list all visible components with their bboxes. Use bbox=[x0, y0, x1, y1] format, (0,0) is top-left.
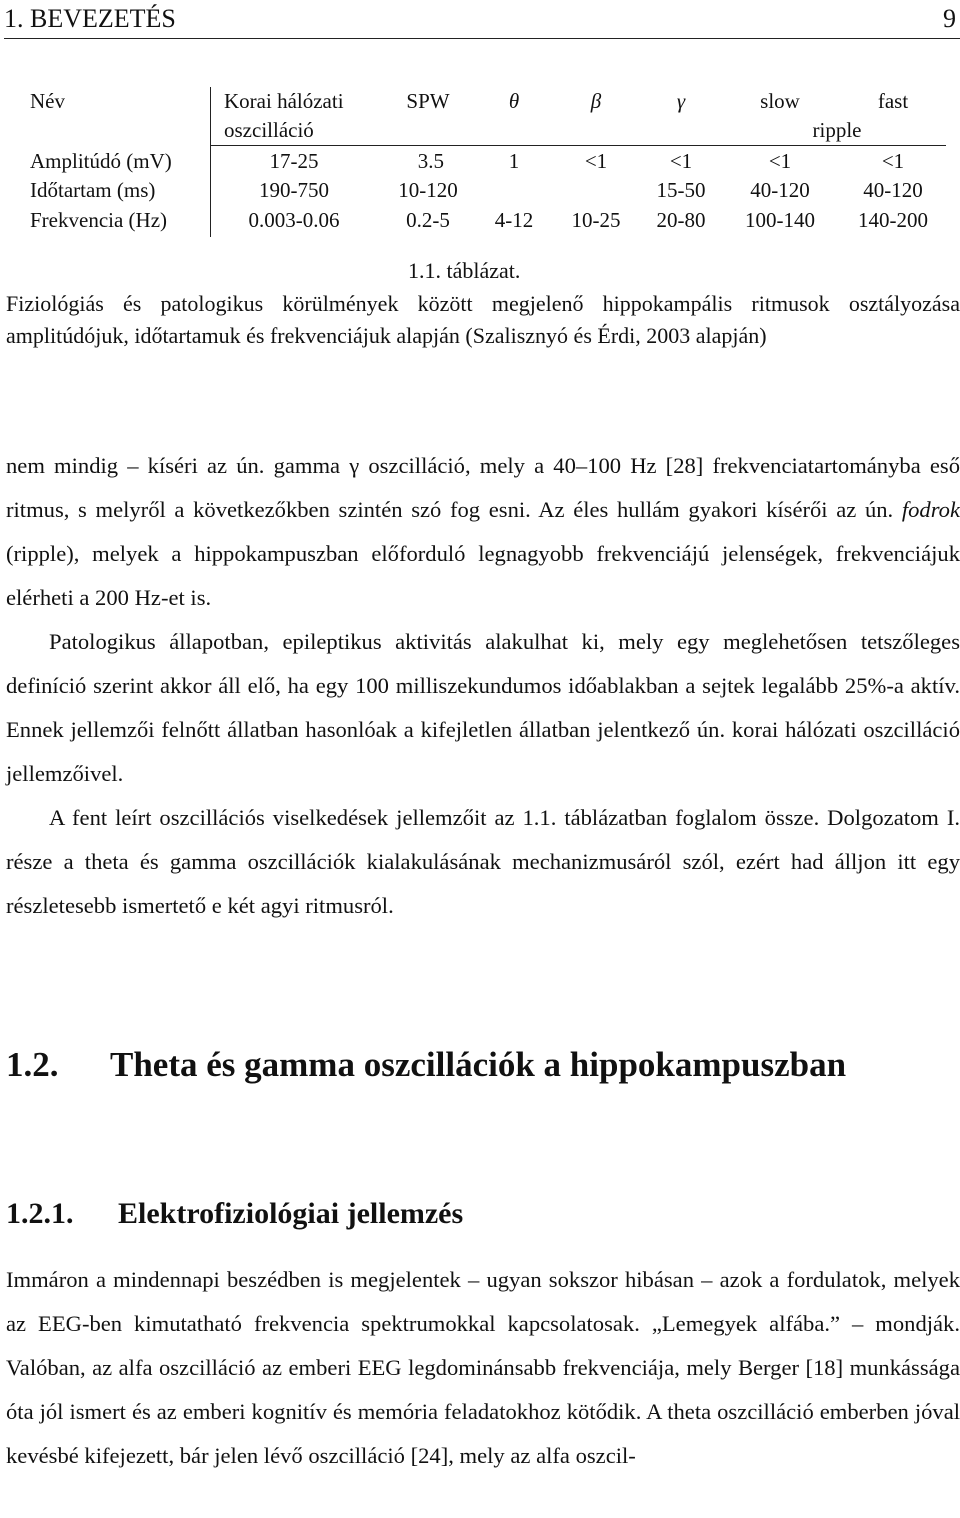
table-cell: 100-140 bbox=[745, 208, 815, 232]
paragraph-alpha: Immáron a mindennapi beszédben is megjelentek – ugyan sokszor hibásan – azok a fordulatok, melyek az EEG-ben kimutatható frekvencia spektrumokkal kapcsolatosak. „Lemegyek alfába.” – mondják. Valóban, az alfa oszcilláció az emberi EEG legdominánsabb frekvenciája, mely Berger [18] munkássága óta jól ismert és az emberi kognitív és memória feladatokhoz kötődik. A theta oszcilláció emberben jóval kevésbé kifejezett, bár jelen lévő oszcilláció [24], mely az alfa oszcil- bbox=[6, 1267, 960, 1468]
emphasis-fodrok: fodrok bbox=[901, 497, 960, 522]
table-header-slow: slow bbox=[760, 89, 800, 113]
table-horizontal-rule bbox=[210, 145, 946, 146]
table-caption: Fiziológiás és patologikus körülmények között megjelenő hippokampális ritmusok osztályozása amplitúdójuk, időtartamuk és frekvenciájuk alapján (Szalisznyó és Érdi, 2003 alapján) bbox=[6, 291, 960, 348]
table-header-beta: β bbox=[590, 89, 602, 113]
section-number: 1.2. bbox=[6, 1045, 59, 1084]
table-cell: 140-200 bbox=[858, 208, 928, 232]
subsection-title: Elektrofiziológiai jellemzés bbox=[118, 1197, 464, 1230]
running-header bbox=[4, 2, 960, 39]
paragraph-summary: A fent leírt oszcillációs viselkedések jellemzőit az 1.1. táblázatban foglalom össze. Dolgozatom I. része a theta és gamma oszcillációk kialakulásának mechanizmusáról szól, ezért had álljon itt egy részletesebb ismertető e két agyi ritmusról. bbox=[6, 805, 960, 918]
table-header-fast: fast bbox=[877, 89, 909, 113]
paragraph-pathologic: Patologikus állapotban, epileptikus aktivitás alakulhat ki, mely egy meglehetősen tetszőleges definíció szerint akkor áll elő, ha egy 100 milliszekundumos időablakban a sejtek legalább 25%-a aktív. Ennek jellemzői felnőtt állatban hasonlóak a kifejletlen állatban jelentkező ún. korai hálózati oszcilláció jellemzőivel. bbox=[6, 629, 960, 786]
table-header-theta: θ bbox=[508, 89, 520, 113]
table-header-gamma: γ bbox=[676, 89, 686, 113]
table-cell: <1 bbox=[584, 149, 608, 173]
table-vertical-rule bbox=[210, 87, 211, 237]
table-cell: 15-50 bbox=[656, 178, 706, 202]
table-cell: 40-120 bbox=[750, 178, 810, 202]
table-header-ripple: ripple bbox=[812, 118, 862, 142]
table-row-label-frequency: Frekvencia (Hz) bbox=[30, 208, 168, 232]
table-cell: 1 bbox=[508, 149, 520, 173]
table-row-label-duration: Időtartam (ms) bbox=[30, 178, 156, 202]
page-number: 9 bbox=[943, 4, 956, 33]
table-cell: 10-120 bbox=[398, 178, 458, 202]
table-header-spw: SPW bbox=[406, 89, 450, 113]
table-caption-number: 1.1. táblázat. bbox=[408, 258, 521, 283]
table-cell: 10-25 bbox=[571, 208, 621, 232]
table-header-early: Korai hálózati bbox=[224, 89, 344, 113]
table-cell: <1 bbox=[881, 149, 905, 173]
table-cell: 4-12 bbox=[494, 208, 534, 232]
table-header-early-cont: oszcilláció bbox=[224, 118, 314, 142]
table-cell: 17-25 bbox=[269, 149, 319, 173]
table-cell: <1 bbox=[669, 149, 693, 173]
table-cell: 0.003-0.06 bbox=[248, 208, 340, 232]
table-cell: 190-750 bbox=[259, 178, 329, 202]
table-cell: 40-120 bbox=[863, 178, 923, 202]
body-text-block bbox=[6, 444, 960, 928]
body-text-block-2 bbox=[6, 1258, 960, 1478]
table-cell: 20-80 bbox=[656, 208, 706, 232]
table-cell: <1 bbox=[768, 149, 792, 173]
table-cell: 0.2-5 bbox=[406, 208, 450, 232]
table-row-label-amplitude: Amplitúdó (mV) bbox=[30, 149, 172, 173]
table-header-name: Név bbox=[30, 89, 65, 113]
chapter-title: 1. BEVEZETÉS bbox=[4, 4, 176, 33]
section-title: Theta és gamma oszcillációk a hippokampuszban bbox=[110, 1045, 847, 1084]
table-cell: 3.5 bbox=[417, 149, 444, 173]
paragraph-gamma-ripple: nem mindig – kíséri az ún. gamma γ oszcilláció, mely a 40–100 Hz [28] frekvenciatartományba eső ritmus, s melyről a következőkben szintén szó fog esni. Az éles hullám gyakori kísérői az ún. fodrok (ripple), melyek a hippokampuszban előforduló legnagyobb frekvenciájú jelenségek, frekvenciájuk elérheti a 200 Hz-et is. bbox=[6, 453, 960, 610]
subsection-number: 1.2.1. bbox=[6, 1197, 74, 1230]
